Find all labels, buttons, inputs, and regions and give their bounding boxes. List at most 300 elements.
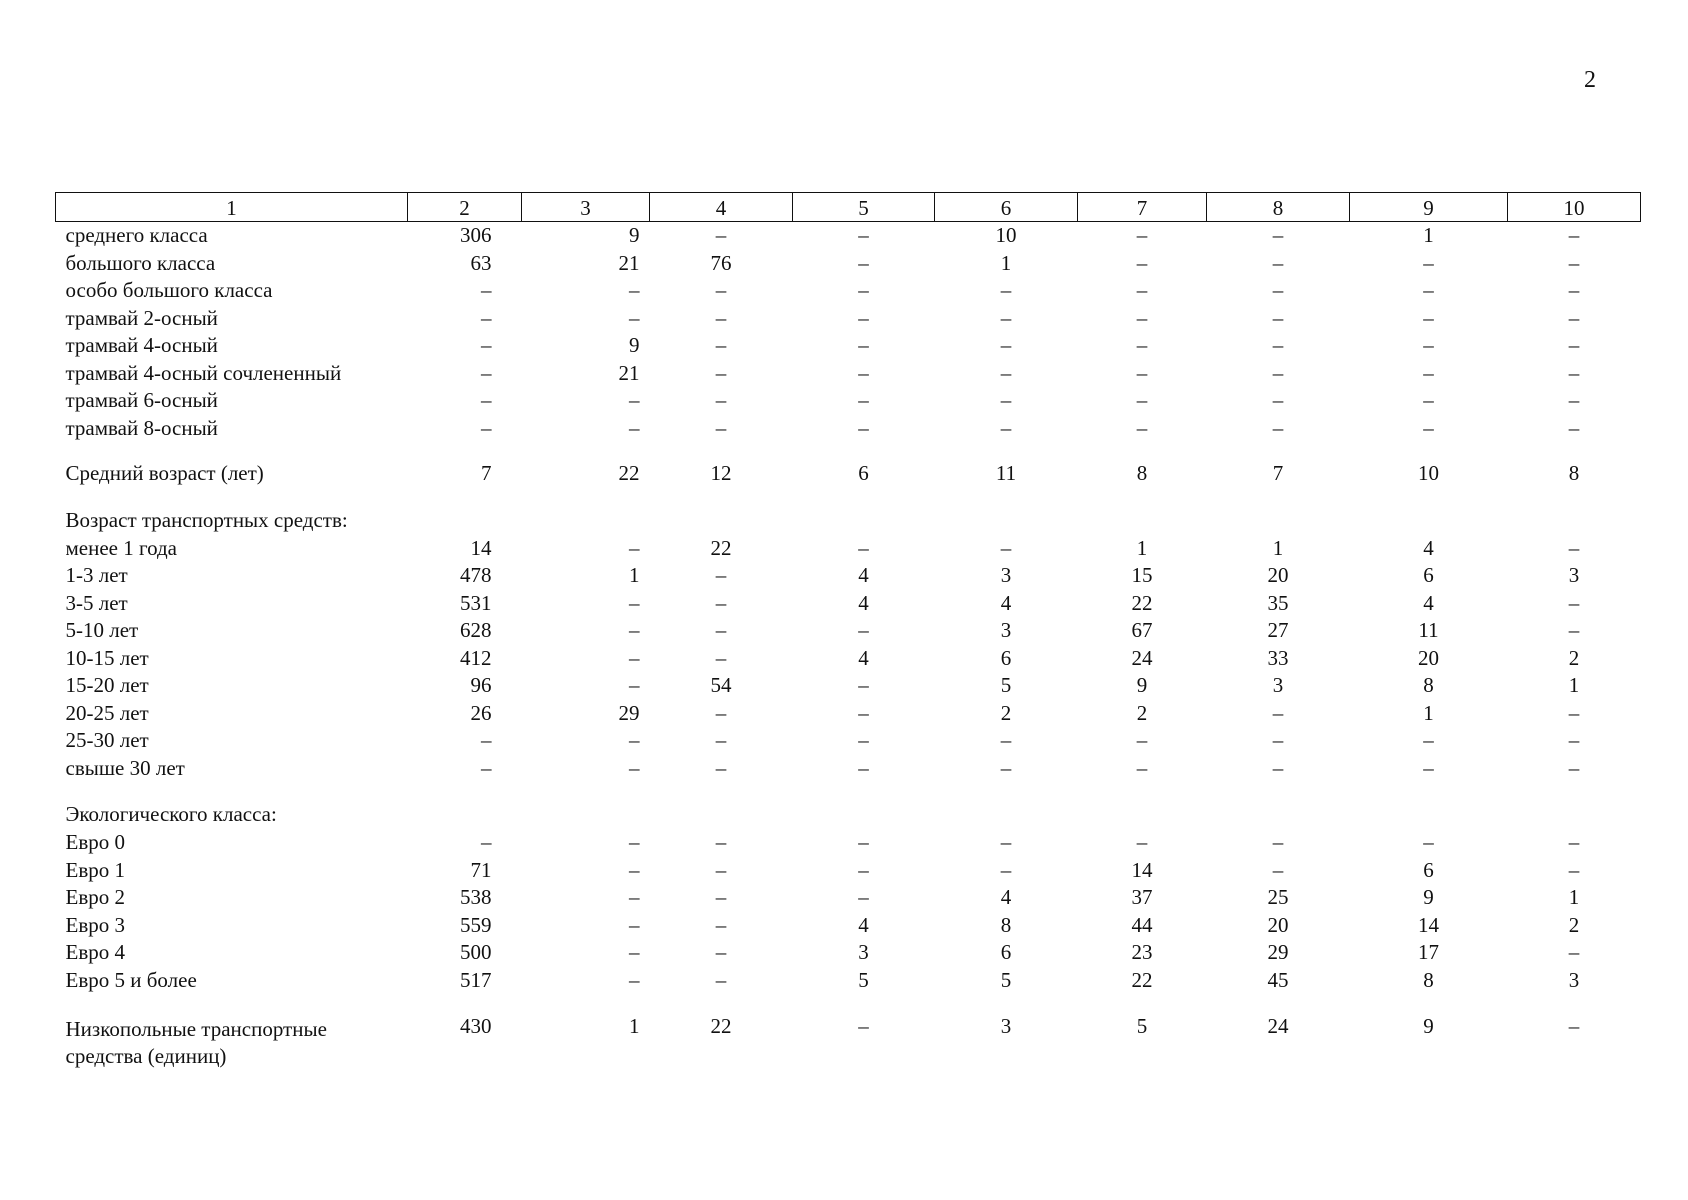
table-cell-col-4: –	[715, 223, 727, 248]
table-cell-col-8: –	[1272, 333, 1284, 358]
table-cell-col-10: –	[1568, 728, 1580, 753]
table-cell-col-5: 6	[858, 461, 869, 486]
table-row	[56, 617, 1641, 645]
table-cell-col-8: –	[1272, 857, 1284, 882]
table-cell-col-4: –	[715, 940, 727, 965]
table-cell-col-6: 10	[995, 223, 1017, 248]
table-row	[56, 645, 1641, 673]
table-row	[56, 884, 1641, 912]
table-cell-col-3: –	[629, 830, 640, 855]
row-label: трамвай 6-осный	[65, 388, 218, 413]
table-cell-col-7: –	[1136, 223, 1148, 248]
table-cell-col-10: –	[1568, 360, 1580, 385]
table-cell-col-10: –	[1568, 830, 1580, 855]
table-cell-col-4: –	[715, 590, 727, 615]
table-cell-col-6: –	[1000, 857, 1012, 882]
table-cell-col-6: –	[1000, 830, 1012, 855]
table-cell-col-3: –	[629, 278, 640, 303]
row-label: Евро 4	[65, 940, 125, 965]
row-label: 5-10 лет	[65, 618, 139, 643]
table-cell-col-9: 4	[1423, 535, 1434, 560]
table-row	[56, 460, 1641, 488]
section-heading-row	[56, 800, 1641, 829]
table-cell-col-4: –	[715, 278, 727, 303]
table-cell-col-7: –	[1136, 415, 1148, 440]
table-cell-col-4: –	[715, 360, 727, 385]
table-cell-col-5: –	[858, 885, 869, 910]
table-cell-col-9: 1	[1423, 223, 1434, 248]
table-cell-col-8: 45	[1267, 967, 1289, 992]
table-cell-col-7: 24	[1131, 645, 1153, 670]
table-row	[56, 387, 1641, 415]
table-cell-col-5: 5	[858, 967, 869, 992]
table-cell-col-9: 8	[1423, 967, 1434, 992]
table-cell-col-6: –	[1000, 278, 1012, 303]
table-cell-col-2: –	[481, 305, 492, 330]
column-header-10: 10	[1508, 193, 1641, 222]
table-cell-col-4: –	[715, 305, 727, 330]
table-cell-col-7: –	[1136, 755, 1148, 780]
table-cell-col-2: 26	[470, 700, 492, 725]
table-cell-col-10: 8	[1568, 461, 1580, 486]
table-cell-col-3: –	[629, 967, 640, 992]
table-cell-col-6: 6	[1000, 940, 1012, 965]
table-cell-col-7: –	[1136, 728, 1148, 753]
table-cell-col-6: 6	[1000, 645, 1012, 670]
table-cell-col-7: –	[1136, 360, 1148, 385]
table-cell-col-10: –	[1568, 223, 1580, 248]
table-cell-col-2: –	[481, 830, 492, 855]
table-cell-col-9: 10	[1418, 461, 1439, 486]
table-cell-col-9: –	[1423, 728, 1434, 753]
table-cell-col-8: –	[1272, 250, 1284, 275]
table-cell-col-6: 11	[995, 461, 1017, 486]
spacer-cell	[56, 994, 1641, 1012]
table-cell-col-3: –	[629, 590, 640, 615]
table-cell-col-4: –	[715, 885, 727, 910]
table-cell-col-7: 37	[1131, 885, 1153, 910]
column-header-4: 4	[650, 193, 793, 222]
table-cell-col-3: –	[629, 728, 640, 753]
table-cell-col-5: –	[858, 278, 869, 303]
table-cell-col-4: –	[715, 967, 727, 992]
table-row	[56, 332, 1641, 360]
statistics-table	[55, 192, 1641, 1072]
table-cell-col-7: 44	[1131, 912, 1153, 937]
table-row	[56, 277, 1641, 305]
table-cell-col-3: –	[629, 755, 640, 780]
table-row	[56, 360, 1641, 388]
table-cell-col-4: –	[715, 415, 727, 440]
row-label: особо большого класса	[65, 278, 273, 303]
table-cell-col-9: 4	[1423, 590, 1434, 615]
table-cell-col-6: –	[1000, 415, 1012, 440]
table-cell-col-6: –	[1000, 333, 1012, 358]
table-cell-col-3: 21	[618, 250, 640, 275]
column-header-5: 5	[793, 193, 935, 222]
spacer-cell	[56, 488, 1641, 506]
table-cell-col-9: 9	[1423, 1014, 1434, 1038]
table-cell-col-6: –	[1000, 728, 1012, 753]
table-cell-col-5: 4	[858, 912, 869, 937]
table-cell-col-8: –	[1272, 360, 1284, 385]
table-cell-col-3: 22	[618, 461, 640, 486]
table-cell-col-7: 22	[1131, 590, 1153, 615]
table-cell-col-9: –	[1423, 415, 1434, 440]
table-cell-col-9: –	[1423, 250, 1434, 275]
table-cell-col-4: –	[715, 912, 727, 937]
table-cell-col-6: 4	[1000, 590, 1012, 615]
table-row	[56, 250, 1641, 278]
column-header-9: 9	[1350, 193, 1508, 222]
table-cell-col-6: –	[1000, 755, 1012, 780]
table-cell-col-6: 5	[1000, 673, 1012, 698]
table-cell-col-2: 559	[460, 912, 492, 937]
table-row	[56, 857, 1641, 885]
table-cell-col-8: 25	[1267, 885, 1289, 910]
table-cell-col-9: 14	[1418, 912, 1439, 937]
table-cell-col-9: –	[1423, 278, 1434, 303]
table-row	[56, 305, 1641, 333]
column-header-3: 3	[522, 193, 650, 222]
table-cell-col-9: –	[1423, 830, 1434, 855]
section-heading: Возраст транспортных средств:	[65, 507, 348, 532]
table-cell-col-5: 4	[858, 645, 869, 670]
table-row	[56, 829, 1641, 857]
table-cell-col-6: –	[1000, 305, 1012, 330]
table-cell-col-5: –	[858, 830, 869, 855]
table-cell-col-8: 20	[1267, 563, 1289, 588]
table-row	[56, 562, 1641, 590]
column-header-2: 2	[408, 193, 522, 222]
table-cell-col-4: –	[715, 700, 727, 725]
row-label: Средний возраст (лет)	[65, 461, 264, 486]
column-header-8: 8	[1207, 193, 1350, 222]
table-cell-col-5: –	[858, 360, 869, 385]
table-cell-col-3: –	[629, 645, 640, 670]
table-cell-col-4: –	[715, 857, 727, 882]
table-cell-col-3: –	[629, 857, 640, 882]
table-cell-col-5: –	[858, 388, 869, 413]
table-cell-col-2: 71	[470, 857, 492, 882]
table-cell-col-2: 14	[470, 535, 492, 560]
table-cell-col-8: –	[1272, 305, 1284, 330]
table-cell-col-6: 3	[1000, 1014, 1012, 1038]
table-cell-col-5: 3	[858, 940, 869, 965]
table-cell-col-9: 6	[1423, 857, 1434, 882]
table-cell-col-10: 1	[1568, 673, 1580, 698]
table-row	[56, 222, 1641, 250]
table-row	[56, 415, 1641, 443]
table-cell-col-10: –	[1568, 250, 1580, 275]
table-cell-col-4: 12	[710, 461, 732, 486]
table-cell-col-7: 22	[1131, 967, 1153, 992]
table-row	[56, 939, 1641, 967]
row-label: 20-25 лет	[65, 700, 149, 725]
spacer-row	[56, 488, 1641, 506]
table-cell-col-6: –	[1000, 360, 1012, 385]
table-cell-col-10: –	[1568, 590, 1580, 615]
column-header-1: 1	[56, 193, 408, 222]
table-cell-col-7: 5	[1136, 1014, 1148, 1038]
spacer-cell	[56, 442, 1641, 460]
table-cell-col-3: 9	[629, 333, 640, 358]
table-cell-col-9: –	[1423, 388, 1434, 413]
table-cell-col-3: –	[629, 388, 640, 413]
table-cell-col-6: –	[1000, 535, 1012, 560]
table-cell-col-5: 4	[858, 590, 869, 615]
spacer-cell	[56, 782, 1641, 800]
row-label: трамвай 8-осный	[65, 415, 218, 440]
table-cell-col-10: –	[1568, 415, 1580, 440]
table-cell-col-10: –	[1568, 1014, 1580, 1038]
table-cell-col-5: –	[858, 728, 869, 753]
table-row	[56, 672, 1641, 700]
table-cell-col-9: 9	[1423, 885, 1434, 910]
table-cell-col-3: –	[629, 673, 640, 698]
table-cell-col-6: 5	[1000, 967, 1012, 992]
column-header-6: 6	[935, 193, 1078, 222]
table-cell-col-5: –	[858, 250, 869, 275]
table-cell-col-4: –	[715, 563, 727, 588]
table-cell-col-6: 3	[1000, 563, 1012, 588]
table-cell-col-4: –	[715, 388, 727, 413]
table-cell-col-10: –	[1568, 700, 1580, 725]
table-cell-col-7: –	[1136, 333, 1148, 358]
table-cell-col-10: –	[1568, 278, 1580, 303]
table-cell-col-2: 531	[460, 590, 492, 615]
table-cell-col-8: –	[1272, 388, 1284, 413]
table-cell-col-2: 500	[460, 940, 492, 965]
table-cell-col-6: 2	[1000, 700, 1012, 725]
table-cell-col-7: 8	[1136, 461, 1148, 486]
table-cell-col-10: –	[1568, 388, 1580, 413]
table-cell-col-2: 306	[460, 223, 492, 248]
table-cell-col-3: 9	[629, 223, 640, 248]
table-cell-col-2: 430	[460, 1014, 492, 1038]
table-cell-col-2: –	[481, 333, 492, 358]
table-cell-col-3: –	[629, 940, 640, 965]
table-cell-col-10: –	[1568, 333, 1580, 358]
row-label: 1-3 лет	[65, 563, 128, 588]
table-cell-col-9: 11	[1418, 618, 1439, 643]
table-row	[56, 727, 1641, 755]
table-cell-col-3: –	[629, 912, 640, 937]
table-cell-col-3: –	[629, 535, 640, 560]
row-label: трамвай 4-осный	[65, 333, 218, 358]
table-cell-col-8: –	[1272, 700, 1284, 725]
row-label: Евро 3	[65, 912, 125, 937]
table-cell-col-8: 27	[1267, 618, 1289, 643]
table-body	[56, 222, 1641, 1073]
table-cell-col-10: –	[1568, 535, 1580, 560]
table-cell-col-10: –	[1568, 755, 1580, 780]
table-cell-col-2: –	[481, 415, 492, 440]
table-cell-col-6: 1	[1000, 250, 1012, 275]
table-cell-col-5: –	[858, 700, 869, 725]
table-cell-col-10: –	[1568, 305, 1580, 330]
table-cell-col-5: –	[858, 1014, 869, 1038]
table-cell-col-10: 3	[1568, 967, 1580, 992]
row-label: Евро 1	[65, 857, 125, 882]
table-cell-col-8: 24	[1267, 1014, 1289, 1038]
table-cell-col-9: –	[1423, 360, 1434, 385]
table-cell-col-4: –	[715, 333, 727, 358]
table-cell-col-5: –	[858, 618, 869, 643]
table-cell-col-7: 2	[1136, 700, 1148, 725]
table-cell-col-7: –	[1136, 278, 1148, 303]
table-cell-col-7: 23	[1131, 940, 1153, 965]
table-cell-col-7: 14	[1131, 857, 1153, 882]
section-heading: Экологического класса:	[65, 802, 277, 826]
table-cell-col-4: –	[715, 645, 727, 670]
table-cell-col-9: 17	[1418, 940, 1439, 965]
table-cell-col-5: 4	[858, 563, 869, 588]
table-row	[56, 755, 1641, 783]
table-cell-col-2: 538	[460, 885, 492, 910]
table-cell-col-5: –	[858, 535, 869, 560]
row-label: 3-5 лет	[65, 590, 128, 615]
table-cell-col-7: 9	[1136, 673, 1148, 698]
row-label: Низкопольные транспортные средства (единиц)	[65, 1017, 327, 1069]
table-cell-col-10: 3	[1568, 563, 1580, 588]
table-cell-col-4: –	[715, 618, 727, 643]
table-cell-col-10: 2	[1568, 645, 1580, 670]
row-label: менее 1 года	[65, 535, 177, 560]
table-cell-col-10: 1	[1568, 885, 1580, 910]
table-cell-col-8: –	[1272, 728, 1284, 753]
page-number: 2	[1584, 67, 1596, 93]
table-cell-col-6: 4	[1000, 885, 1012, 910]
table-cell-col-7: 1	[1136, 535, 1148, 560]
table-cell-col-5: –	[858, 305, 869, 330]
table-cell-col-5: –	[858, 755, 869, 780]
row-label: Евро 5 и более	[65, 967, 197, 992]
table-cell-col-2: –	[481, 360, 492, 385]
table-cell-col-3: 21	[618, 360, 640, 385]
table-cell-col-9: –	[1423, 333, 1434, 358]
table-cell-col-8: 7	[1272, 461, 1284, 486]
table-cell-col-4: –	[715, 830, 727, 855]
table-cell-col-3: –	[629, 305, 640, 330]
table-cell-col-8: 35	[1267, 590, 1289, 615]
table-cell-col-2: –	[481, 278, 492, 303]
row-label: свыше 30 лет	[65, 755, 185, 780]
table-cell-col-4: –	[715, 755, 727, 780]
table-cell-col-2: 7	[481, 461, 492, 486]
table-cell-col-5: –	[858, 857, 869, 882]
table-cell-col-5: –	[858, 223, 869, 248]
table-cell-col-9: 20	[1418, 645, 1439, 670]
table-row	[56, 590, 1641, 618]
table-cell-col-2: 628	[460, 618, 492, 643]
row-label: большого класса	[65, 250, 216, 275]
table-cell-col-3: 1	[629, 1014, 640, 1038]
column-header-7: 7	[1078, 193, 1207, 222]
table-cell-col-2: 96	[470, 673, 492, 698]
table-cell-col-7: –	[1136, 305, 1148, 330]
row-label: 15-20 лет	[65, 673, 149, 698]
table-cell-col-6: –	[1000, 388, 1012, 413]
table-cell-col-3: 29	[618, 700, 640, 725]
table-cell-col-8: –	[1272, 223, 1284, 248]
table-row	[56, 967, 1641, 995]
table-cell-col-10: 2	[1568, 912, 1580, 937]
table-cell-col-3: –	[629, 415, 640, 440]
table-cell-col-4: 76	[710, 250, 732, 275]
table-cell-col-7: –	[1136, 250, 1148, 275]
table-cell-col-3: 1	[629, 563, 640, 588]
table-cell-col-9: 6	[1423, 563, 1434, 588]
table-cell-col-9: –	[1423, 305, 1434, 330]
table-cell-col-8: –	[1272, 278, 1284, 303]
row-label: трамвай 4-осный сочлененный	[65, 360, 342, 385]
table-cell-col-7: 15	[1131, 563, 1153, 588]
table-cell-col-5: –	[858, 673, 869, 698]
table-cell-col-10: –	[1568, 618, 1580, 643]
column-number-header	[56, 193, 1641, 222]
table-cell-col-2: –	[481, 755, 492, 780]
table-cell-col-10: –	[1568, 940, 1580, 965]
spacer-row	[56, 782, 1641, 800]
row-label: Евро 0	[65, 830, 125, 855]
table-cell-col-7: –	[1136, 830, 1148, 855]
table-row	[56, 535, 1641, 563]
table-cell-col-2: 517	[460, 967, 492, 992]
spacer-row	[56, 442, 1641, 460]
table-cell-col-2: 63	[470, 250, 492, 275]
table-cell-col-8: –	[1272, 755, 1284, 780]
table-cell-col-8: –	[1272, 830, 1284, 855]
table-cell-col-4: 54	[710, 673, 732, 698]
table-cell-col-7: 67	[1131, 618, 1153, 643]
spacer-row	[56, 994, 1641, 1012]
table-cell-col-5: –	[858, 415, 869, 440]
table-cell-col-3: –	[629, 885, 640, 910]
table-cell-col-9: 1	[1423, 700, 1434, 725]
table-cell-col-7: –	[1136, 388, 1148, 413]
table-cell-col-8: 33	[1267, 645, 1289, 670]
table-cell-col-10: –	[1568, 857, 1580, 882]
row-label: 10-15 лет	[65, 645, 149, 670]
table-cell-col-4: 22	[710, 1014, 732, 1038]
row-label: 25-30 лет	[65, 728, 149, 753]
table-cell-col-2: 478	[460, 563, 492, 588]
table-cell-col-8: 1	[1272, 535, 1284, 560]
table-cell-col-9: –	[1423, 755, 1434, 780]
row-label: Евро 2	[65, 885, 125, 910]
table-cell-col-8: 3	[1272, 673, 1284, 698]
table-cell-col-2: 412	[460, 645, 492, 670]
table-cell-col-2: –	[481, 388, 492, 413]
table-cell-col-6: 8	[1000, 912, 1012, 937]
table-cell-col-4: 22	[710, 535, 732, 560]
table-cell-col-5: –	[858, 333, 869, 358]
table-cell-col-3: –	[629, 618, 640, 643]
table-cell-col-2: –	[481, 728, 492, 753]
table-cell-col-8: 29	[1267, 940, 1289, 965]
section-heading-row	[56, 506, 1641, 535]
table-cell-col-9: 8	[1423, 673, 1434, 698]
table-cell-col-4: –	[715, 728, 727, 753]
table-cell-col-6: 3	[1000, 618, 1012, 643]
table-row	[56, 912, 1641, 940]
table-cell-col-8: –	[1272, 415, 1284, 440]
row-label: трамвай 2-осный	[65, 305, 218, 330]
table-row	[56, 700, 1641, 728]
table-row	[56, 1012, 1641, 1072]
table-cell-col-8: 20	[1267, 912, 1289, 937]
